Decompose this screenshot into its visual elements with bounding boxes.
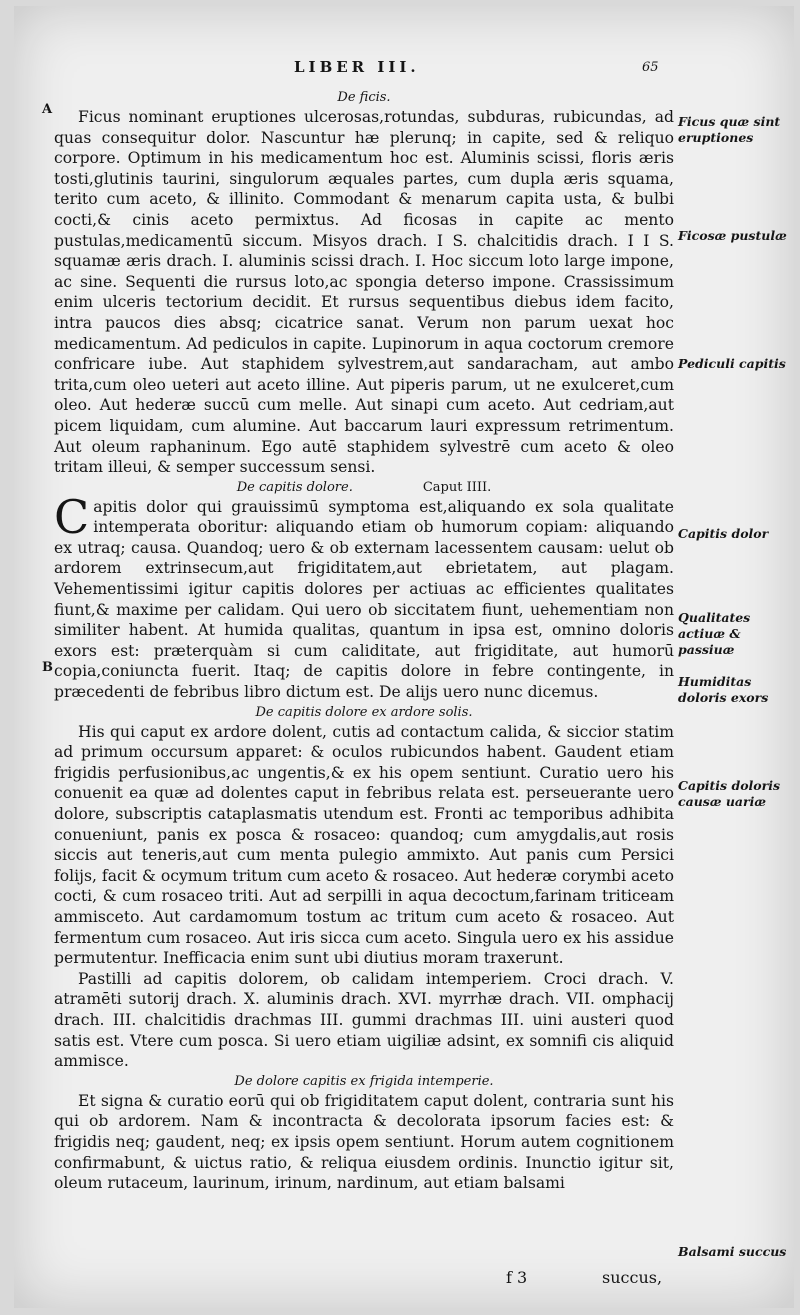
paragraph: Et signa & curatio eorū qui ob frigiditatem caput dolent, contraria sunt his qui ob ardorem. Nam & incontracta & decolorata ipsorum facies est: & frigidis neq; gaudent, neq; ex ipsis opem sentiunt. Horum autem cognitionem confirmabunt, & uictus ratio, & reliqua eiusdem ordinis. Inunctio igitur sit, oleum rutaceum, laurinum, irinum, nardinum, aut etiam balsami (54, 1091, 674, 1193)
paragraph-text: apitis dolor qui grauissimū symptoma est,aliquando ex sola qualitate intemperata oboritur: aliquando etiam ob humorum copiam: aliquando ex utraq; causa. Quandoq; uero & ob externam lacessentem causam: uelut ob ardorem extrinsecum,aut frigiditatem,aut ebrietatem, aut plagam. Vehementissimi igitur capitis dolores per actiuas ac efficientes qualitates fiunt,& maxime per calidam. Qui uero ob siccitatem fiunt, uehementiam non similiter habent. At humida qualitas, quantum in ipsa est, omnino doloris exors est: præterquàm si cum caliditate, aut frigiditate, aut humorū copia,coniuncta fuerit. Itaq; de capitis dolore in febre contingente, in præcedenti de febribus libro dictum est. De alijs uero nunc dicemus. (54, 497, 674, 702)
marginal-gloss: Humiditas doloris exors (678, 674, 769, 705)
section-heading: De dolore capitis ex frigida intemperie. (234, 1073, 494, 1089)
signature-mark: f 3 (506, 1268, 528, 1287)
body-text (54, 88, 674, 1194)
marginal-gloss: Pediculi capitis (678, 356, 786, 371)
paragraph: His qui caput ex ardore dolent, cutis ad contactum calida, & siccior statim ad primum occursum apparet: & oculos rubicundos habent. Gaudent etiam frigidis perfusionibus,ac ungentis,& ex his opem sentiunt. Curatio uero his conuenit ea quæ ad dolentes caput in febribus relata est. perseuerante uero dolore, subscriptis cataplasmatis utendum est. Fronti ac temporibus adhibita conueniunt, panis ex posca & rosaceo: quandoq; cum amygdalis,aut rosis siccis aut teneris,aut cum menta pulegio ammixto. Aut panis cum Persici folijs, facit & ocymum tritum cum aceto & rosaceo. Aut hederæ corymbi aceto cocti, & cum rosaceo triti. Aut ad serpilli in aqua decoctum,farinam triticeam ammisceto. Aut cardamomum tostum ac tritum cum aceto & rosaceo. Aut fermentum cum rosaceo. Aut iris sicca cum aceto. Singula uero ex his assidue permutentur. Inefficacia enim sunt ubi diutius moram traxerunt. (54, 722, 674, 968)
paragraph: Pastilli ad capitis dolorem, ob calidam intemperiem. Croci drach. V. atramēti sutorij drach. X. aluminis drach. XVI. myrrhæ drach. VII. omphacij drach. III. chalcitidis drachmas III. gummi drachmas III. uini austeri quod satis est. Vtere cum posca. Si uero etiam uigiliæ adsint, ex somnifi cis aliquid ammisce. (54, 969, 674, 1071)
paragraph (54, 489, 674, 703)
marginal-gloss: Capitis dolor (678, 526, 769, 541)
chapter-number: Caput IIII. (422, 479, 492, 495)
book-page (14, 6, 794, 1308)
marginal-gloss: Balsami succus (678, 1244, 787, 1259)
marginal-gloss: Capitis doloris causæ uariæ (678, 778, 780, 809)
chapter-heading (54, 478, 674, 497)
marginal-gloss: Ficosæ pustulæ (678, 228, 787, 243)
marginal-gloss: Qualitates actiuæ & passiuæ (678, 610, 751, 657)
running-head: LIBER III. (294, 58, 420, 76)
margin-letter-a: A (42, 102, 53, 117)
page-footer (54, 1268, 674, 1292)
page-header (14, 58, 794, 84)
marginal-gloss: Ficus quæ sint eruptiones (678, 114, 781, 145)
margin-letter-b: B (42, 660, 53, 675)
folio-number: 65 (642, 60, 659, 75)
chapter-title: De capitis dolore. (236, 479, 353, 495)
section-heading: De ficis. (337, 90, 391, 105)
drop-capital: C (54, 489, 90, 544)
paragraph: Ficus nominant eruptiones ulcerosas,rotundas, subduras, rubicundas, ad quas consequitur dolor. Nascuntur hæ plerunq; in capite, sed & reliquo corpore. Optimum in his medicamentum hoc est. Aluminis scissi, floris æris tosti,glutinis taurini, singulorum æquales partes, cum dupla æris squama, terito cum aceto, & illinito. Commodant & menarum capita usta, & bulbi cocti,& cinis aceto permixtus. Ad ficosas in capite ac mento pustulas,medicamentū siccum. Misyos drach. I S. chalcitidis drach. I I S. squamæ æris drach. I. aluminis scissi drach. I. Hoc siccum loto large impone, ac sine. Sequenti die rursus loto,ac spongia deterso impone. Crassissimum enim ulceris tectorium decidit. Et rursus sequentibus diebus idem facito, intra paucos dies absq; cicatrice sanat. Verum non parum uexat hoc medicamentum. Ad pediculos in capite. Lupinorum in aqua coctorum cremore confricare iube. Aut staphidem sylvestrem,aut sandaracham, aut ambo trita,cum oleo ueteri aut aceto illine. Aut piperis parum, ut ne exulceret,cum oleo. Aut hederæ succū cum melle. Aut sinapi cum aceto. Aut cedriam,aut picem liquidam, cum alumine. Aut baccarum lauri expressum retrimentum. Aut oleum raphaninum. Ego autē staphidem sylvestrē cum aceto & oleo tritam illeui, & semper successum sensi. (54, 108, 674, 477)
section-heading: De capitis dolore ex ardore solis. (255, 704, 473, 720)
catchword: succus, (602, 1268, 663, 1287)
